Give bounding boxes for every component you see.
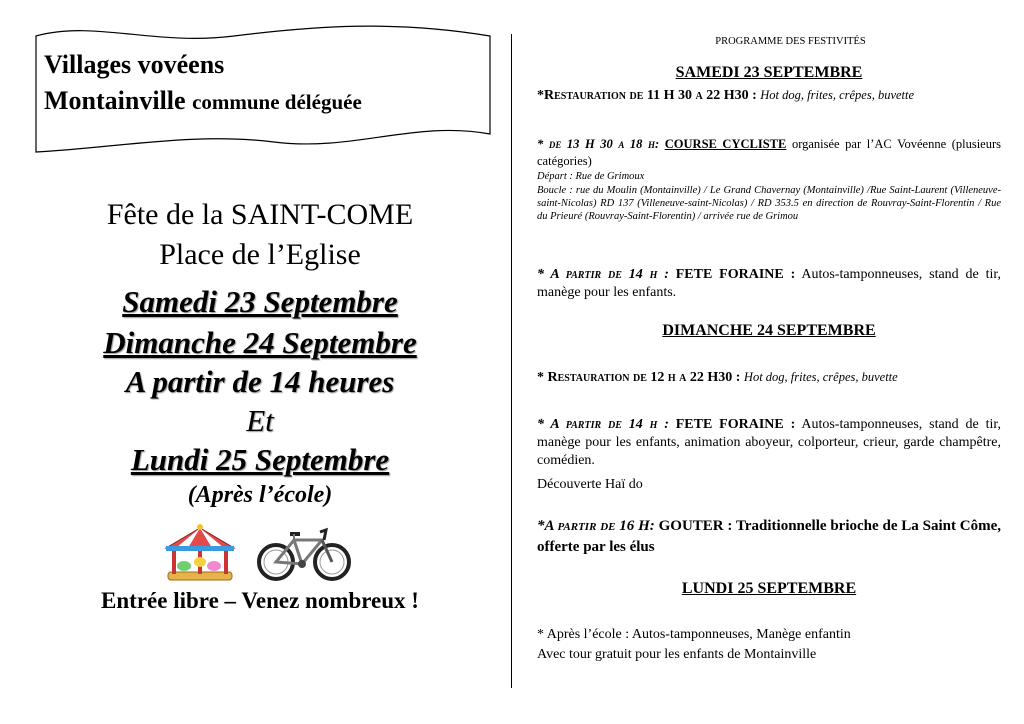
dimanche-resto-label: * Restauration de 12 h a 22 H30 :	[537, 370, 741, 385]
fete-place: Place de l’Eglise	[159, 238, 361, 271]
gouter-text: GOUTER : Traditionnelle brioche de La Saint Côme, offerte par les élus	[537, 518, 1001, 555]
samedi-resto-detail: Hot dog, frites, crêpes, buvette	[760, 88, 915, 102]
course-label: COURSE CYCLISTE	[664, 137, 787, 151]
lundi-line1: * Après l’école : Autos-tamponneuses, Manège enfantin	[537, 627, 851, 642]
programme-title: PROGRAMME DES FESTIVITÉS	[715, 36, 866, 47]
carousel-icon	[162, 522, 238, 587]
date-dimanche: Dimanche 24 Septembre	[103, 325, 417, 360]
header-dimanche: DIMANCHE 24 SEPTEMBRE	[662, 322, 876, 339]
banner-subtitle	[44, 86, 362, 116]
course-boucle: Boucle : rue du Moulin (Montainville) / Le Grand Chavernay (Montainville) /Rue Saint-Laurent (Villeneuve-saint-Nicolas) RD 137 (Villeneuve-saint-Nicolas) / RD 353.5 en direction de Rouvray-Saint-Florentin / Rue du Prieuré (Rouvray-Saint-Florentin) / arrivée rue de Grimou	[537, 185, 1001, 222]
samedi-course	[537, 136, 1001, 170]
entree-libre: Entrée libre – Venez nombreux !	[101, 588, 419, 613]
apres-ecole: (Après l’école)	[187, 482, 333, 508]
samedi-foraine-label: FETE FORAINE :	[675, 267, 796, 282]
dimanche-restauration	[537, 368, 1001, 387]
dimanche-foraine-label: FETE FORAINE :	[675, 417, 796, 432]
dimanche-gouter	[537, 516, 1001, 558]
banner-commune: commune déléguée	[192, 90, 362, 114]
samedi-foraine-detail: Autos-tamponneuses, stand de tir, manège pour les enfants.	[537, 267, 1001, 300]
dimanche-resto-detail: Hot dog, frites, crêpes, buvette	[743, 370, 898, 384]
fete-title: Fête de la SAINT-COME	[106, 198, 414, 231]
samedi-foraine-time: * A partir de 14 h :	[537, 267, 669, 282]
header-samedi: SAMEDI 23 SEPTEMBRE	[675, 64, 863, 81]
samedi-foraine	[537, 266, 1001, 302]
course-time: * de 13 H 30 a 18 h:	[537, 137, 660, 151]
banner-village: Montainville	[44, 86, 186, 115]
header-lundi: LUNDI 25 SEPTEMBRE	[681, 580, 857, 597]
dimanche-foraine	[537, 416, 1001, 470]
decouverte-haido: Découverte Haï do	[537, 477, 643, 492]
date-samedi: Samedi 23 Septembre	[122, 284, 398, 319]
column-divider	[511, 34, 512, 688]
gouter-time: *A partir de 16 H:	[537, 518, 655, 534]
lundi-line2: Avec tour gratuit pour les enfants de Montainville	[537, 647, 817, 662]
course-depart: Départ : Rue de Grimoux	[537, 171, 645, 182]
bicycle-icon	[256, 524, 352, 589]
course-org: organisée par l’AC Vovéenne (plusieurs catégories)	[537, 137, 1002, 168]
dimanche-foraine-detail: Autos-tamponneuses, stand de tir, manège pour les enfants, animation aboyeur, colporteur, crieur, garde champêtre, comédien.	[537, 417, 1001, 468]
conjunction-et: Et	[246, 403, 274, 438]
start-time: A partir de 14 heures	[125, 364, 395, 399]
banner-title: Villages vovéens	[44, 50, 225, 79]
date-lundi: Lundi 25 Septembre	[130, 442, 390, 477]
dimanche-foraine-time: * A partir de 14 h :	[537, 417, 669, 432]
samedi-resto-label: *Restauration de 11 H 30 a 22 H30 :	[537, 88, 757, 103]
samedi-restauration	[537, 86, 1001, 105]
